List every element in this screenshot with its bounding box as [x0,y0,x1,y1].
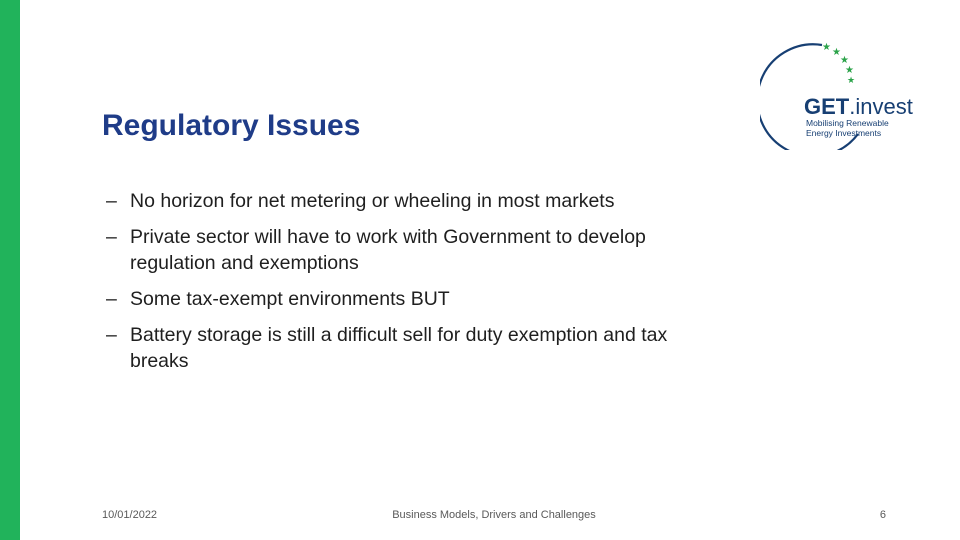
svg-text:★: ★ [822,42,831,53]
bullet-dash: – [106,226,117,248]
get-invest-logo [760,40,920,150]
bullet-text: No horizon for net metering or wheeling in most markets [130,190,615,212]
bullet-item [102,286,682,312]
svg-text:★: ★ [845,65,854,76]
footer-title: Business Models, Drivers and Challenges [392,509,596,521]
logo-tagline-1: Mobilising Renewable [806,118,889,128]
bullet-text: Private sector will have to work with Government to develop regulation and exemptions [130,226,646,274]
bullet-text: Battery storage is still a difficult sell for duty exemption and tax breaks [130,324,668,372]
bullet-item [102,322,682,374]
logo-tagline-2: Energy Investments [806,128,882,138]
footer-date: 10/01/2022 [102,509,158,521]
bullet-dash: – [106,288,117,310]
svg-text:★: ★ [840,55,849,66]
bullet-dash: – [106,324,117,346]
bullet-item [102,224,682,276]
bullet-dash: – [106,190,117,212]
svg-text:★: ★ [847,76,856,86]
page-number: 6 [879,509,886,521]
accent-bar [0,0,20,540]
logo-brand: GET.invest [804,94,913,119]
bullet-list [102,188,682,384]
slide-title: Regulatory Issues [102,109,361,142]
bullet-text: Some tax-exempt environments BUT [130,288,450,310]
bullet-item [102,188,682,214]
logo-stars [822,42,855,86]
logo-graphic [760,40,920,150]
svg-text:★: ★ [832,47,841,58]
